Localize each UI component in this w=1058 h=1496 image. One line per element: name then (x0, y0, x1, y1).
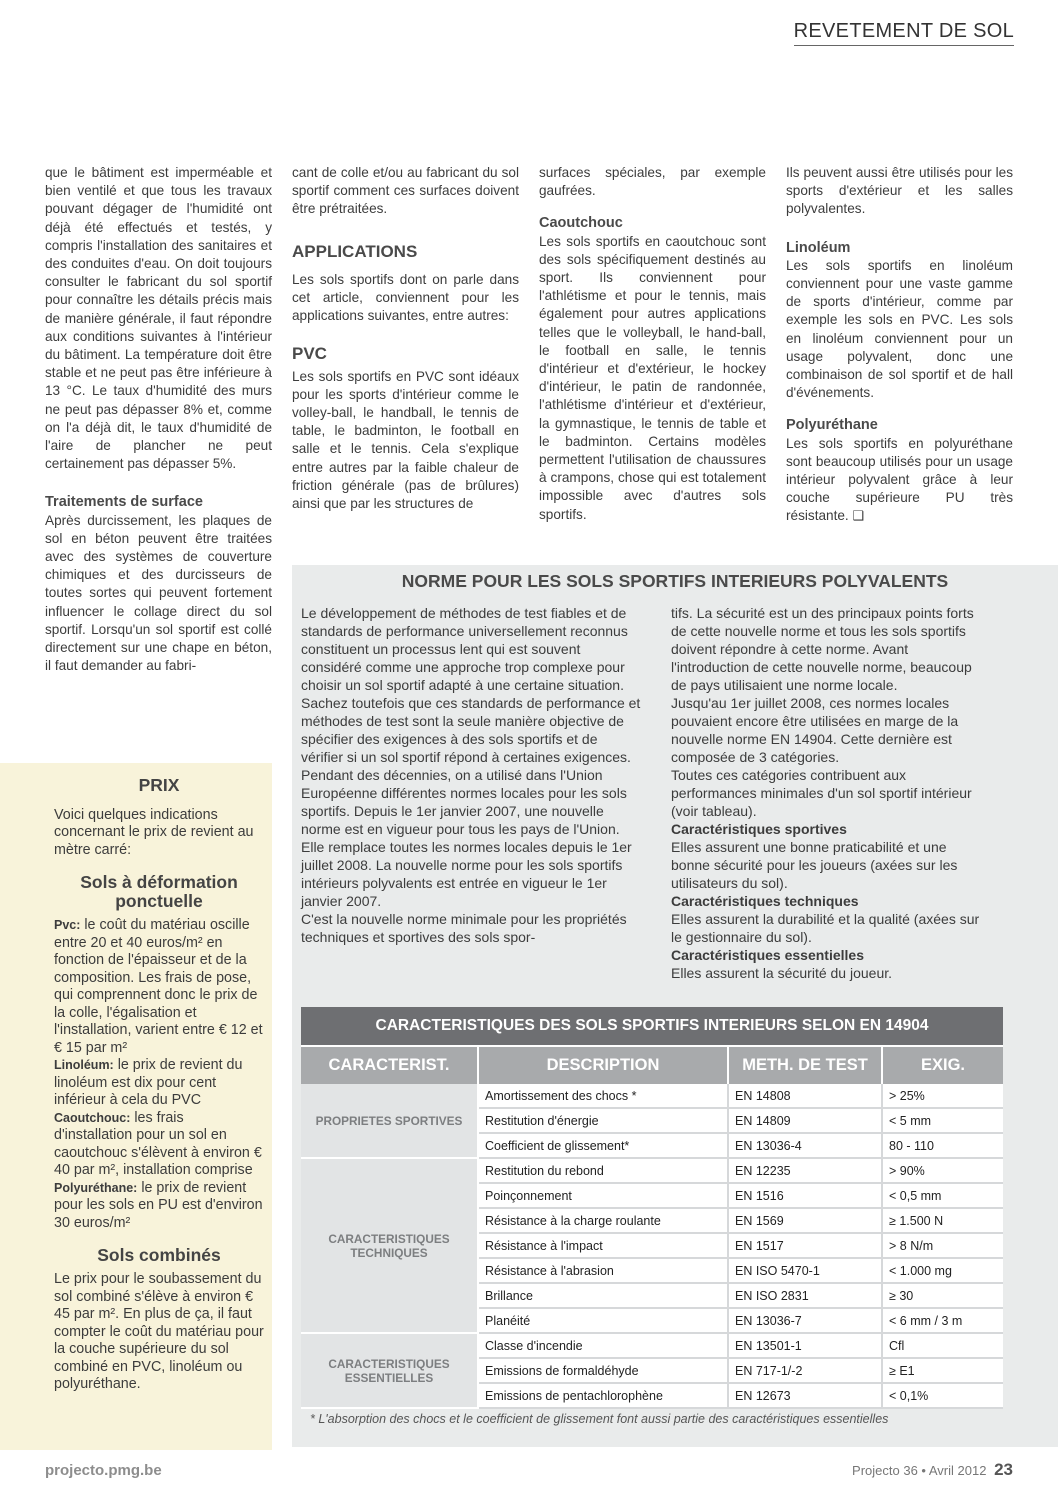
page-number: 23 (994, 1460, 1013, 1479)
subheading-essentielles: Caractéristiques essentielles (671, 947, 864, 963)
subheading-traitements: Traitements de surface (45, 494, 203, 511)
price-linoleum: Linoléum: le prix de revient du linoléum est dix pour cent inférieur à cela du PVC (54, 1057, 243, 1108)
subheading-sportives: Caractéristiques sportives (671, 821, 847, 837)
cell-description: Résistance à l'abrasion (478, 1258, 728, 1283)
cell-description: Résistance à l'impact (478, 1233, 728, 1258)
section-header: REVETEMENT DE SOL (794, 20, 1014, 46)
cell-description: Amortissement des chocs * (478, 1084, 728, 1108)
cell-requirement: < 6 mm / 3 m (882, 1308, 1003, 1333)
paragraph: Sachez toutefois que ces standards de performance et méthodes de test sont la seule manière objective de spécifier des exigences à des sols sportifs et de vérifier si un sol sportif répond à certaines exigences. Pendant des décennies, on a utilisé dans l'Union Européenne différentes normes locales pour les sols sportifs. Depuis le 1er janvier 2007, une nouvelle norme est en vigueur pour tous les pays de l'Union. Elle remplace toutes les normes locales depuis le 1er juillet 2008. La nouvelle norme pour les sols sportifs intérieurs polyvalents est entrée en vigueur le 1er janvier 2007. (301, 695, 641, 909)
end-mark-icon: ❑ (852, 508, 865, 524)
cell-method: EN 13036-7 (728, 1308, 882, 1333)
cell-method: EN ISO 2831 (728, 1283, 882, 1308)
cell-method: EN 13036-4 (728, 1133, 882, 1158)
cell-description: Emissions de formaldéhyde (478, 1358, 728, 1383)
paragraph: C'est la nouvelle norme minimale pour les propriétés techniques et sportives des sols spor- (301, 911, 627, 945)
paragraph: Les sols sportifs en linoléum conviennent pour une vaste gamme de sports d'intérieur, comme par exemple les sols en PVC. Les sols en linoléum conviennent pour un usage polyvalent, donc une combinaison de sol sportif et de hall d'événements. (786, 257, 1013, 401)
cell-requirement: ≥ 1.500 N (882, 1208, 1003, 1233)
cell-description: Restitution d'énergie (478, 1108, 728, 1133)
paragraph: Les sols sportifs en PVC sont idéaux pour les sports d'intérieur comme le volley-ball, le handball, le tennis de table, le badminton, le football en salle et le tennis. Cela s'explique entre autres par la faible chaleur de friction générale (pas de brûlures) ainsi que par les structures de (292, 368, 519, 512)
text-column-2 (292, 164, 519, 513)
cell-method: EN 12673 (728, 1383, 882, 1408)
cell-requirement: ≥ E1 (882, 1358, 1003, 1383)
norme-column-left (301, 604, 643, 946)
category-sportives: PROPRIETES SPORTIVES (301, 1084, 478, 1158)
paragraph: Le développement de méthodes de test fiables et de standards de performance universellement reconnus constituent un processus lent qui est souvent considéré comme une approche trop complexe pour choisir un sol sportif adapté à une certaine situation. (301, 605, 628, 693)
cell-method: EN 717-1/-2 (728, 1358, 882, 1383)
cell-method: EN 14809 (728, 1108, 882, 1133)
paragraph: Les sols sportifs en caoutchouc sont des sols spécifiquement destinés au sport. Ils conviennent pour l'athlétisme et pour le tennis, mais également pour autres applications telles que le volleyball, le hand-ball, le football en salle, le tennis d'intérieur et d'extérieur, le hockey d'intérieur, le patin de randonnée, l'athlétisme d'intérieur et d'extérieur, la gymnastique, le tennis de table et le badminton. Certains modèles permettent l'utilisation de chaussures à crampons, chose qui est totalement impossible avec d'autres sols sportifs. (539, 233, 766, 522)
cell-description: Classe d'incendie (478, 1333, 728, 1358)
cell-requirement: ≥ 30 (882, 1283, 1003, 1308)
price-combines: Le prix pour le soubassement du sol combiné s'élève à environ € 45 par m². En plus de ça, il faut compter le coût du matériau pour la couche supérieure du sol combiné en PVC, linoléum ou polyuréthane. (54, 1271, 264, 1392)
cell-requirement: > 90% (882, 1158, 1003, 1183)
price-subtitle-combines: Sols combinés (97, 1245, 221, 1265)
paragraph: Les sols sportifs dont on parle dans cet article, conviennent pour les applications suivantes, entre autres: (292, 271, 519, 324)
subheading-caoutchouc: Caoutchouc (539, 215, 623, 232)
text-column-4 (786, 164, 1013, 526)
cell-description: Emissions de pentachlorophène (478, 1383, 728, 1408)
norme-title: NORME POUR LES SOLS SPORTIFS INTERIEURS POLYVALENTS (401, 571, 949, 591)
cell-method: EN ISO 5470-1 (728, 1258, 882, 1283)
cell-description: Planéité (478, 1308, 728, 1333)
cell-method: EN 14808 (728, 1084, 882, 1108)
cell-requirement: < 0,1% (882, 1383, 1003, 1408)
paragraph: Elles assurent une bonne praticabilité et une bonne sécurité pour les joueurs (axées sur les utilisateurs du sol). (671, 839, 958, 891)
cell-requirement: > 25% (882, 1084, 1003, 1108)
cell-description: Brillance (478, 1283, 728, 1308)
table-row (301, 1084, 1003, 1108)
table-footnote: * L'absorption des chocs et le coefficient de glissement font aussi partie des caractéristiques essentielles (310, 1412, 889, 1426)
cell-requirement: Cfl (882, 1333, 1003, 1358)
paragraph: Les sols sportifs en polyuréthane sont beaucoup utilisés pour un usage intérieur polyvalent grâce à leur couche supérieure PU très résistante. ❑ (786, 435, 1013, 524)
table-header-row (301, 1046, 1003, 1084)
category-essentielles: CARACTERISTIQUES ESSENTIELLES (301, 1333, 478, 1408)
cell-description: Restitution du rebond (478, 1158, 728, 1183)
price-sidebar (0, 763, 272, 1450)
cell-description: Poinçonnement (478, 1183, 728, 1208)
price-intro: Voici quelques indications concernant le prix de revient au mètre carré: (54, 806, 254, 858)
subheading-techniques: Caractéristiques techniques (671, 893, 859, 909)
cell-requirement: < 5 mm (882, 1108, 1003, 1133)
price-subtitle-ponctuelle: Sols à déformation ponctuelle (80, 872, 238, 911)
price-caoutchouc: Caoutchouc: les frais d'installation pour un sol en caoutchouc s'élèvent à environ € 40 par m², installation comprise (54, 1109, 262, 1178)
cell-method: EN 13501-1 (728, 1333, 882, 1358)
heading-pvc: PVC (292, 344, 327, 364)
cell-method: EN 1516 (728, 1183, 882, 1208)
cell-requirement: 80 - 110 (882, 1133, 1003, 1158)
price-title: PRIX (138, 775, 180, 795)
text-column-3 (539, 164, 766, 524)
category-techniques: CARACTERISTIQUES TECHNIQUES (301, 1158, 478, 1333)
paragraph: Elles assurent la durabilité et la qualité (axées sur le gestionnaire du sol). (671, 911, 980, 945)
table-row (301, 1158, 1003, 1183)
cell-description: Résistance à la charge roulante (478, 1208, 728, 1233)
paragraph: Jusqu'au 1er juillet 2008, ces normes locales pouvaient encore être utilisées en marge de la nouvelle norme EN 14904. Cette dernière est composée de 3 catégories. (671, 695, 959, 765)
table-title: CARACTERISTIQUES DES SOLS SPORTIFS INTERIEURS SELON EN 14904 (301, 1007, 1003, 1045)
cell-requirement: > 8 N/m (882, 1233, 1003, 1258)
header-description: DESCRIPTION (478, 1046, 728, 1084)
subheading-polyurethane: Polyuréthane (786, 417, 878, 434)
footer-issue-text: Projecto 36 • Avril 2012 (852, 1463, 987, 1478)
header-exig: EXIG. (882, 1046, 1003, 1084)
norme-column-right (671, 604, 989, 982)
paragraph: cant de colle et/ou au fabricant du sol sportif comment ces surfaces doivent être prétraitées. (292, 165, 519, 217)
price-pvc: Pvc: le coût du matériau oscille entre 20 et 40 euros/m² en fonction de l'épaisseur et de la composition. Les frais de pose, qui comprennent donc le prix de la colle, l'égalisation et l'installation, varient entre € 12 et € 15 par m² (54, 917, 263, 1056)
footer-issue (852, 1460, 1013, 1480)
paragraph: que le bâtiment est imperméable et bien ventilé et que tous les travaux pouvant dégager de l'humidité ont déjà été effectués et testés, y compris l'installation des sanitaires et des conduites d'eau. On doit toujours consulter le fabricant du sol sportif pour connaître les détails précis mais de manière générale, il faut répondre aux conditions suivantes à l'intérieur du bâtiment. La température doit être stable et ne peut pas être inférieure à 13 °C. Le taux d'humidité des murs ne peut pas dépasser 8% et, comme on l'a déjà dit, le taux d'humidité de l'aire de plancher ne peut certainement pas dépasser 5%. (45, 165, 272, 472)
paragraph: surfaces spéciales, par exemple gaufrées. (539, 165, 766, 199)
cell-requirement: < 0,5 mm (882, 1183, 1003, 1208)
cell-method: EN 1569 (728, 1208, 882, 1233)
price-polyurethane: Polyuréthane: le prix de revient pour les sols en PU est d'environ 30 euros/m² (54, 1179, 263, 1231)
heading-applications: APPLICATIONS (292, 241, 418, 261)
paragraph: Après durcissement, les plaques de sol en béton peuvent être traitées avec des systèmes de couverture chimiques et des durcisseurs de toutes sortes qui peuvent fortement influencer le collage direct du sol sportif. Lorsqu'un sol sportif est collé directement sur une chape en béton, il faut demander au fabri- (45, 512, 272, 674)
table-row (301, 1333, 1003, 1358)
paragraph: Toutes ces catégories contribuent aux performances minimales d'un sol sportif intérieur (voir tableau). (671, 767, 972, 819)
cell-method: EN 12235 (728, 1158, 882, 1183)
text-column-1 (45, 164, 272, 675)
paragraph: Elles assurent la sécurité du joueur. (671, 965, 893, 981)
header-caracterist: CARACTERIST. (301, 1046, 478, 1084)
cell-requirement: < 1.000 mg (882, 1258, 1003, 1283)
cell-method: EN 1517 (728, 1233, 882, 1258)
paragraph: Ils peuvent aussi être utilisés pour les sports d'extérieur et les salles polyvalentes. (786, 165, 1013, 217)
header-meth-de-test: METH. DE TEST (728, 1046, 882, 1084)
paragraph: tifs. La sécurité est un des principaux points forts de cette nouvelle norme et tous les sols sportifs doivent répondre à cette norme. Avant l'introduction de cette nouvelle norme, beaucoup de pays utilisaient une norme locale. (671, 605, 974, 693)
characteristics-table (301, 1007, 1003, 1409)
footer-site: projecto.pmg.be (45, 1462, 162, 1479)
cell-description: Coefficient de glissement* (478, 1133, 728, 1158)
subheading-linoleum: Linoléum (786, 239, 851, 256)
